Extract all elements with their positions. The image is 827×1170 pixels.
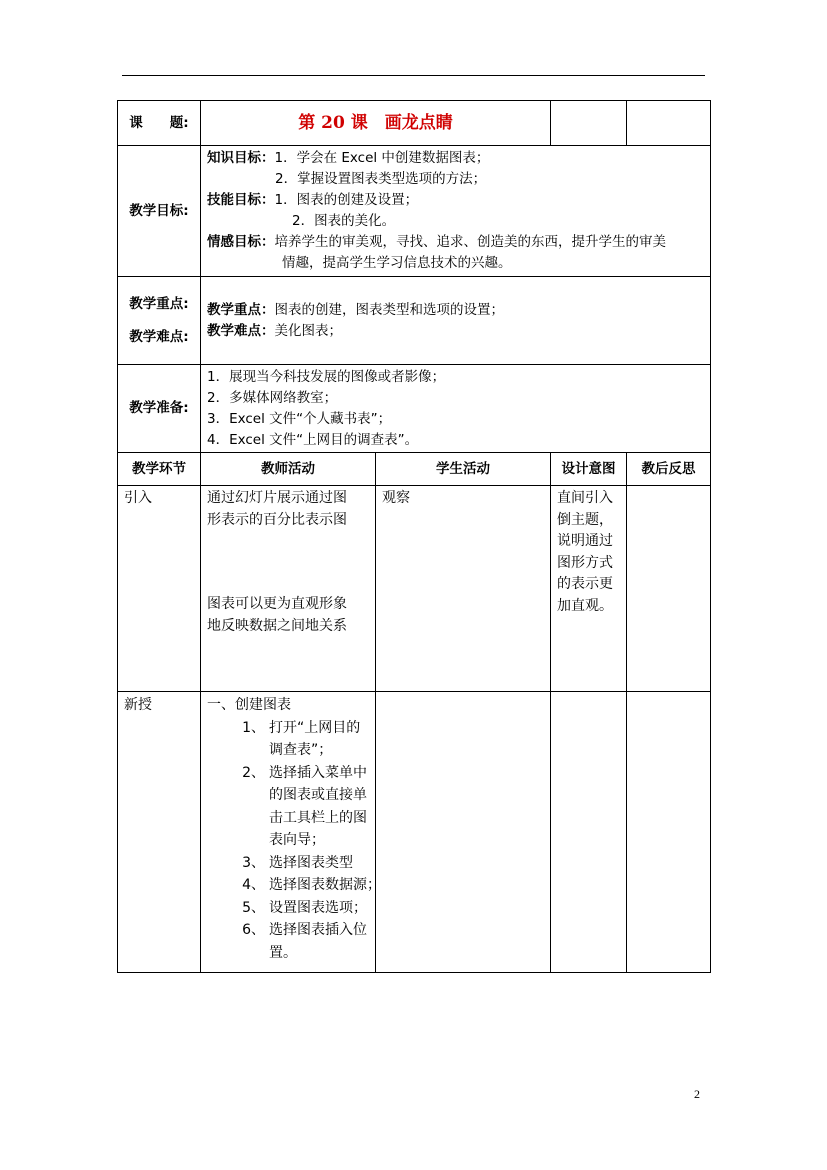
lesson-title: 第 20 课 画龙点睛 (201, 101, 551, 146)
list-item: 6、 选择图表插入位 置。 (242, 922, 367, 961)
focus-row (118, 277, 711, 365)
stage-cell: 引入 (118, 486, 201, 692)
lesson-plan-table (117, 100, 711, 973)
key-points-text: 图表的创建，图表类型和选项的设置； (274, 301, 504, 318)
design-intent-line: 加直观。 (557, 597, 613, 614)
student-activity-cell (376, 692, 551, 973)
page-number: 2 (694, 1087, 700, 1101)
design-intent-cell (551, 692, 627, 973)
preparation-row (118, 365, 711, 453)
design-intent-line: 直间引入 (557, 490, 613, 506)
topic-label: 课 题: (118, 101, 201, 146)
design-intent-cell (551, 486, 627, 692)
teacher-activity-cell (201, 486, 376, 692)
emotion-label: 情感目标： (207, 234, 275, 250)
topic-row (118, 101, 711, 146)
difficulty-inline-label: 教学难点： (207, 322, 275, 339)
column-header-student: 学生活动 (376, 453, 551, 486)
skill-item: 2．图表的美化。 (292, 213, 396, 229)
student-activity-cell: 观察 (376, 486, 551, 692)
key-points-inline-label: 教学重点： (207, 301, 275, 318)
objectives-label: 教学目标: (118, 146, 201, 277)
list-item: 1、 打开“上网目的 调查表”； (242, 719, 361, 758)
list-item: 2、 选择插入菜单中 的图表或直接单 击工具栏上的图 表向导； (242, 764, 367, 848)
list-item: 5、 设置图表选项； (242, 899, 367, 916)
section-heading: 一、创建图表 (207, 697, 291, 713)
preparation-item: 2．多媒体网络教室； (207, 389, 338, 406)
skill-label: 技能目标： (207, 192, 275, 208)
design-intent-line: 倒主题， (557, 511, 613, 528)
column-header-row (118, 453, 711, 486)
empty-cell (627, 101, 711, 146)
focus-labels (118, 277, 201, 365)
teacher-activity-line: 通过幻灯片展示通过图 (207, 490, 347, 506)
skill-item: 1．图表的创建及设置； (274, 192, 419, 208)
teacher-activity-cell (201, 692, 381, 973)
reflection-cell (627, 486, 711, 692)
list-item: 3、 选择图表类型 (242, 854, 353, 871)
knowledge-item: 1．学会在 Excel 中创建数据图表； (274, 150, 490, 166)
column-header-stage: 教学环节 (118, 453, 201, 486)
focus-content (201, 277, 711, 365)
emotion-text: 培养学生的审美观，寻找、追求、创造美的东西，提升学生的审美 (274, 234, 666, 250)
header-rule (122, 75, 705, 76)
difficulty-label: 教学难点: (129, 328, 189, 345)
objectives-content (201, 146, 711, 277)
knowledge-item: 2．掌握设置图表类型选项的方法； (275, 171, 487, 187)
list-item: 4、 选择图表数据源； (242, 877, 381, 893)
column-header-intent: 设计意图 (551, 453, 627, 486)
column-header-teacher: 教师活动 (201, 453, 376, 486)
design-intent-line: 图形方式 (557, 554, 613, 571)
stage-cell: 新授 (118, 692, 201, 973)
knowledge-label: 知识目标： (207, 150, 275, 166)
design-intent-line: 的表示更 (557, 576, 613, 592)
key-points-label: 教学重点: (129, 295, 189, 312)
teacher-activity-line: 形表示的百分比表示图 (207, 511, 347, 528)
teacher-activity-line: 地反映数据之间地关系 (207, 617, 347, 634)
preparation-item: 4．Excel 文件“上网目的调查表”。 (207, 431, 419, 448)
preparation-content (201, 365, 711, 453)
reflection-cell (627, 692, 711, 973)
design-intent-line: 说明通过 (557, 533, 613, 549)
steps-list (207, 717, 381, 965)
difficulty-text: 美化图表； (274, 322, 342, 339)
column-header-reflection: 教后反思 (627, 453, 711, 486)
emotion-text: 情趣，提高学生学习信息技术的兴趣。 (282, 255, 512, 271)
empty-cell (551, 101, 627, 146)
table-row (118, 486, 711, 692)
objectives-row (118, 146, 711, 277)
table-row (118, 692, 711, 973)
preparation-item: 3．Excel 文件“个人藏书表”； (207, 410, 392, 427)
preparation-label: 教学准备: (118, 365, 201, 453)
preparation-item: 1．展现当今科技发展的图像或者影像； (207, 368, 446, 385)
teacher-activity-line: 图表可以更为直观形象 (207, 596, 347, 612)
